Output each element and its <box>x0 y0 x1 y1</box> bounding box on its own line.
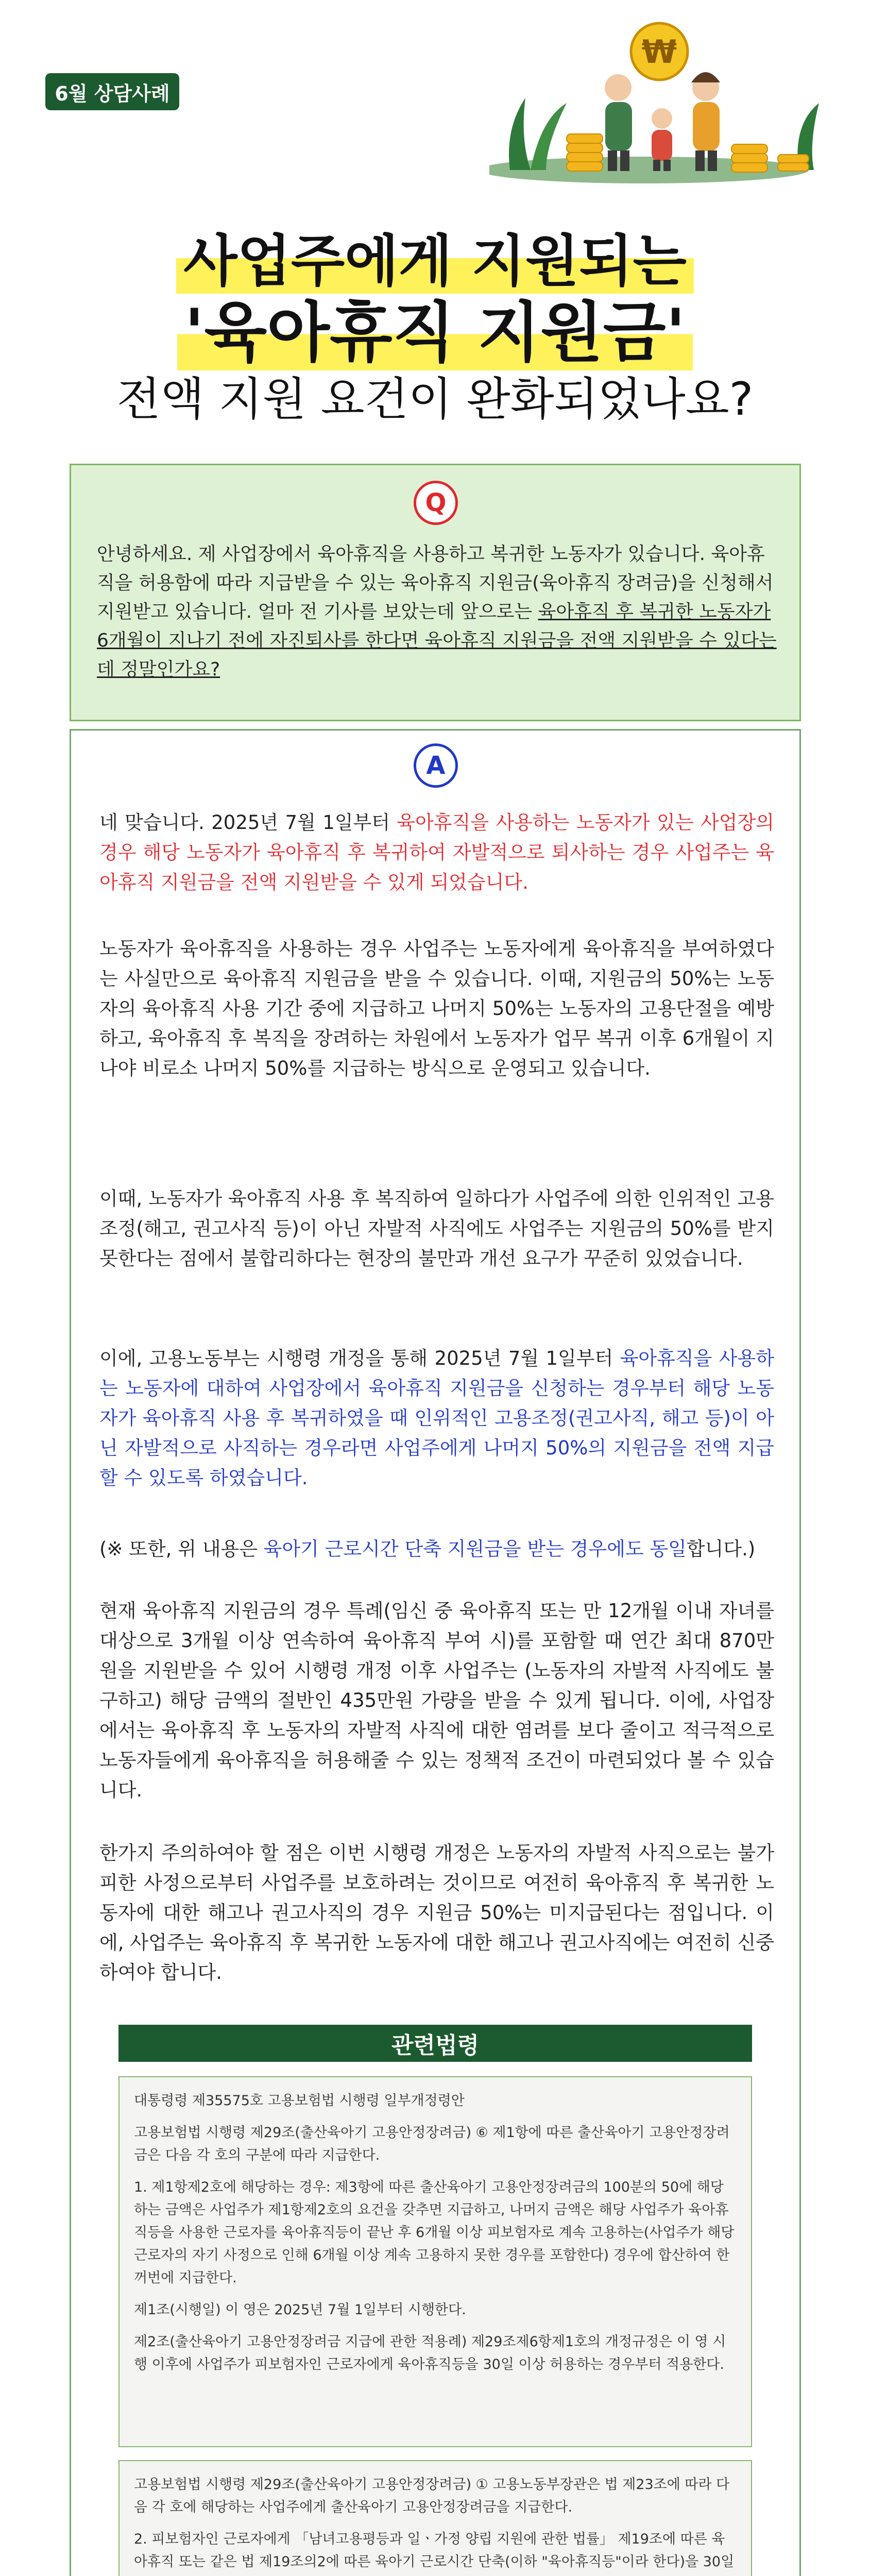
law-box-2: 고용보험법 시행령 제29조(출산육아기 고용안정장려금) ① 고용노동부장관은 법 제23조에 따라 다음 각 호에 해당하는 사업주에게 출산육아기 고용안정장려금을 지급한다. 2. 피보험자인 근로자에게 「남녀고용평등과 일ㆍ가정 양립 지원에 관한 법률」 제19조에 따른 육아휴직 또는 같은 법 제19조의2에 따른 육아기 근로시간 단축(이하 "육아휴직등"이라 한다)을 30일 <box>118 2460 752 2576</box>
family-illustration <box>489 15 840 185</box>
question-underlined-text: 육아휴직 후 복귀한 노동자가 6개월이 지나기 전에 자진퇴사를 한다면 육아휴직 지원금을 전액 지원받을 수 있다는데 정말인가요? <box>97 601 777 680</box>
case-tag: 6월 상담사례 <box>45 73 179 110</box>
svg-text:₩: ₩ <box>641 33 677 71</box>
answer-paragraph-2: 노동자가 육아휴직을 사용하는 경우 사업주는 노동자에게 육아휴직을 부여하였다는 사실만으로 육아휴직 지원금을 받을 수 있습니다. 이때, 지원금의 50%는 노동자의 육아휴직 사용 기간 중에 지급하고 나머지 50%는 노동자의 고용단절을 예방하고, 육아휴직 후 복직을 장려하는 차원에서 노동자가 업무 복귀 이후 6개월이 지나야 비로소 나머지 50%를 지급하는 방식으로 운영되고 있습니다. <box>99 938 774 1079</box>
answer-highlight-red: 육아휴직을 사용하는 노동자가 있는 사업장의 경우 해당 노동자가 육아휴직 후 복귀하여 자발적으로 퇴사하는 경우 사업주는 육아휴직 지원금을 전액 지원받을 수 있게 되었습니다. <box>99 811 774 893</box>
answer-highlight-blue: 육아휴직을 사용하는 노동자에 대하여 사업장에서 육아휴직 지원금을 신청하는 경우부터 해당 노동자가 육아휴직 사용 후 복귀하였을 때 인위적인 고용조정(권고사직, 해고 등)이 아닌 자발적으로 사직하는 경우라면 사업주에게 나머지 50%의 지원금을 전액 지급할 수 있도록 하였습니다. <box>99 1347 774 1489</box>
law-heading: 관련법령 <box>118 2025 752 2062</box>
answer-paragraph-3: 이때, 노동자가 육아휴직 사용 후 복직하여 일하다가 사업주에 의한 인위적인 고용조정(해고, 권고사직 등)이 아닌 자발적 사직에도 사업주는 지원금의 50%를 받지 못한다는 점에서 불합리하다는 현장의 불만과 개선 요구가 꾸준히 있었습니다. <box>99 1188 774 1269</box>
question-box <box>70 464 801 721</box>
title-line-2: '육아휴직 지원금' <box>0 281 870 374</box>
answer-paragraph-1: 네 맞습니다. 2025년 7월 1일부터 육아휴직을 사용하는 노동자가 있는 사업장의 경우 해당 노동자가 육아휴직 후 복귀하여 자발적으로 퇴사하는 경우 사업주는 육아휴직 지원금을 전액 지원받을 수 있게 되었습니다. <box>99 811 774 893</box>
header <box>0 0 870 237</box>
question-badge: Q <box>414 481 458 525</box>
answer-paragraph-7: 한가지 주의하여야 할 점은 이번 시행령 개정은 노동자의 자발적 사직으로는 불가피한 사정으로부터 사업주를 보호하려는 것이므로 여전히 육아휴직 후 복귀한 노동자에 대한 해고나 권고사직의 경우 지원금 50%는 미지급된다는 점입니다. 이에, 사업주는 육아휴직 후 복귀한 노동자에 대한 해고나 권고사직에는 여전히 신중하여야 합니다. <box>99 1842 774 1984</box>
answer-paragraph-6: 현재 육아휴직 지원금의 경우 특례(임신 중 육아휴직 또는 만 12개월 이내 자녀를 대상으로 3개월 이상 연속하여 육아휴직 부여 시)를 포함할 때 연간 최대 870만원을 지원받을 수 있어 시행령 개정 이후 사업주는 (노동자의 자발적 사직에도 불구하고) 해당 금액의 절반인 435만원 가량을 받을 수 있게 됩니다. 이에, 사업장에서는 육아휴직 후 노동자의 자발적 사직에 대한 염려를 보다 줄이고 적극적으로 노동자들에게 육아휴직을 허용해줄 수 있는 정책적 조건이 마련되었다 볼 수 있습니다. <box>99 1600 774 1801</box>
answer-badge: A <box>414 743 458 788</box>
answer-paragraph-4: 이에, 고용노동부는 시행령 개정을 통해 2025년 7월 1일부터 육아휴직을 사용하는 노동자에 대하여 사업장에서 육아휴직 지원금을 신청하는 경우부터 해당 노동자가 육아휴직 사용 후 복귀하였을 때 인위적인 고용조정(권고사직, 해고 등)이 아닌 자발적으로 사직하는 경우라면 사업주에게 나머지 50%의 지원금을 전액 지급할 수 있도록 하였습니다. <box>99 1347 774 1489</box>
answer-paragraph-5: (※ 또한, 위 내용은 육아기 근로시간 단축 지원금을 받는 경우에도 동일합니다.) <box>99 1538 756 1560</box>
title-line-1: 사업주에게 지원되는 <box>0 216 870 296</box>
question-text: 안녕하세요. 제 사업장에서 육아휴직을 사용하고 복귀한 노동자가 있습니다. 육아휴직을 허용함에 따라 지급받을 수 있는 육아휴직 지원금(육아휴직 장려금)을 신청해서 지원받고 있습니다. 얼마 전 기사를 보았는데 앞으로는 육아휴직 후 복귀한 노동자가 6개월이 지나기 전에 자진퇴사를 한다면 육아휴직 지원금을 전액 지원받을 수 있다는데 정말인가요? <box>97 544 777 680</box>
law-box-1: 대통령령 제35575호 고용보험법 시행령 일부개정령안 고용보험법 시행령 제29조(출산육아기 고용안정장려금) ⑥ 제1항에 따른 출산육아기 고용안정장려금은 다음 각 호의 구분에 따라 지급한다. 1. 제1항제2호에 해당하는 경우: 제3항에 따른 출산육아기 고용안정장려금의 100분의 50에 해당하는 금액은 사업주가 제1항제2호의 요건을 갖추면 지급하고, 나머지 금액은 해당 사업주가 육아휴직등을 사용한 근로자를 육아휴직등이 끝난 후 6개월 이상 피보험자로 계속 고용하는(사업주가 해당 근로자의 자기 사정으로 인해 6개월 이상 계속 고용하지 못한 경우를 포함한다) 경우에 합산하여 한꺼번에 지급한다. 제1조(시행일) 이 영은 2025년 7월 1일부터 시행한다. 제2조(출산육아기 고용안정장려금 지급에 관한 적용례) 제29조제6항제1호의 개정규정은 이 영 시행 이후에 사업주가 피보험자인 근로자에게 육아휴직등을 30일 이상 허용하는 경우부터 적용한다. <box>118 2076 752 2447</box>
title-line-3: 전액 지원 요건이 완화되었나요? <box>116 372 754 426</box>
